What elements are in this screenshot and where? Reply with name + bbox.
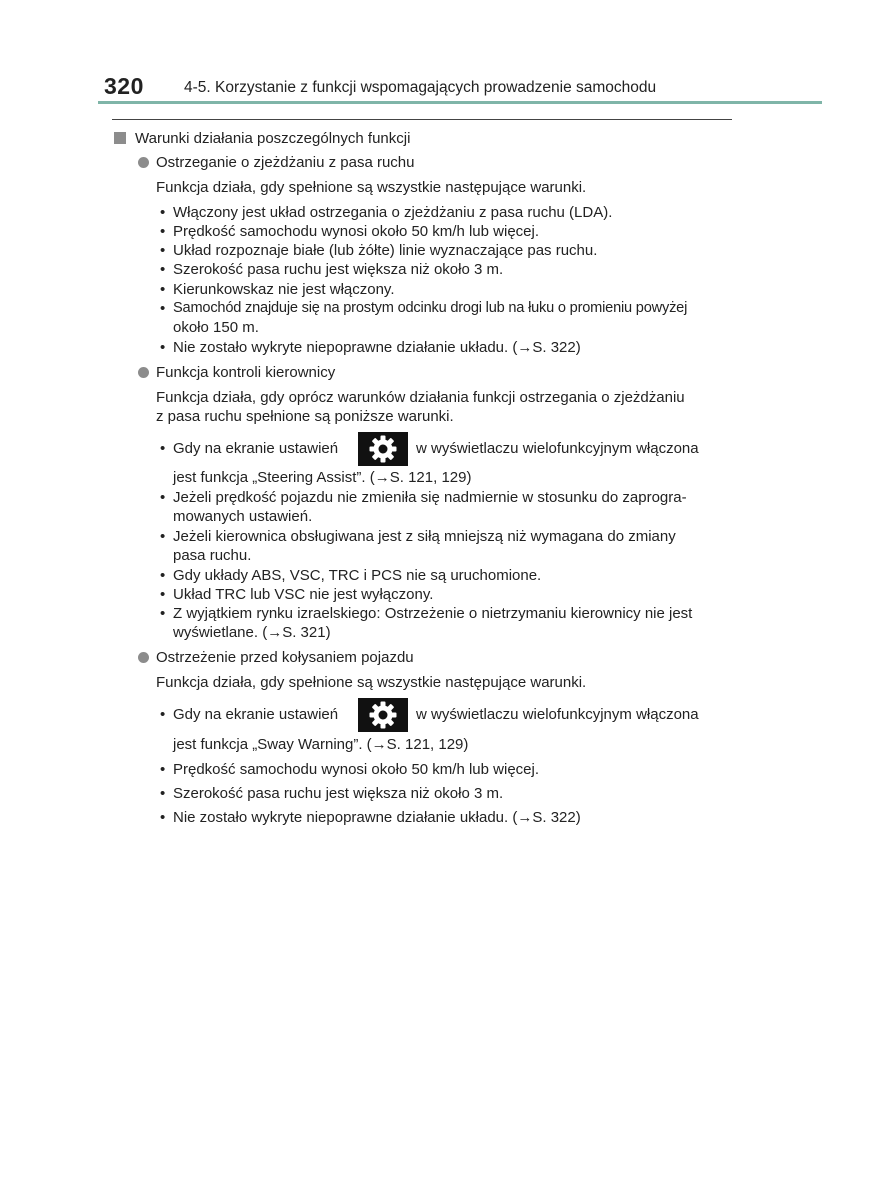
lda-item: Włączony jest układ ostrzegania o zjeżdżaniu z pasa ruchu (LDA).	[173, 204, 613, 221]
sway-settings-line: jest funkcja „Sway Warning”. (→S. 121, 129)	[173, 736, 469, 753]
bullet-icon: •	[160, 440, 166, 457]
sway-settings-prefix: Gdy na ekranie ustawień	[173, 706, 339, 723]
page-header	[0, 0, 877, 110]
lda-item: Samochód znajduje się na prostym odcinku drogi lub na łuku o promieniu powyżej	[173, 300, 688, 316]
settings-gear-icon	[358, 698, 408, 732]
bullet-icon: •	[160, 281, 166, 298]
steering-item: Gdy układy ABS, VSC, TRC i PCS nie są uruchomione.	[173, 567, 542, 584]
steering-item: Jeżeli kierownica obsługiwana jest z siłą mniejszą niż wymagana do zmiany	[173, 528, 676, 545]
steering-intro: Funkcja działa, gdy oprócz warunków działania funkcji ostrzegania o zjeżdżaniu	[156, 389, 685, 406]
steering-settings-line: jest funkcja „Steering Assist”. (→S. 121, 129)	[173, 469, 472, 486]
lda-item-continuation: około 150 m.	[173, 319, 259, 336]
steering-item-continuation: mowanych ustawień.	[173, 508, 313, 525]
bullet-icon: •	[160, 204, 166, 221]
section-square-marker-icon	[114, 132, 126, 144]
steering-settings-prefix: Gdy na ekranie ustawień	[173, 440, 339, 457]
sway-intro: Funkcja działa, gdy spełnione są wszystkie następujące warunki.	[156, 674, 587, 691]
lda-intro: Funkcja działa, gdy spełnione są wszystkie następujące warunki.	[156, 179, 587, 196]
lda-item: Nie zostało wykryte niepoprawne działanie układu. (→S. 322)	[173, 339, 581, 356]
gear-icon	[367, 699, 399, 731]
steering-title: Funkcja kontroli kierownicy	[156, 364, 336, 381]
bullet-icon: •	[160, 339, 166, 356]
bullet-icon: •	[160, 785, 166, 802]
bullet-icon: •	[160, 605, 166, 622]
sway-title: Ostrzeżenie przed kołysaniem pojazdu	[156, 649, 414, 666]
bullet-icon: •	[160, 586, 166, 603]
bullet-icon: •	[160, 489, 166, 506]
bullet-icon: •	[160, 300, 166, 317]
lda-title: Ostrzeganie o zjeżdżaniu z pasa ruchu	[156, 154, 415, 171]
section-divider	[112, 119, 732, 120]
gear-icon	[367, 433, 399, 465]
subsection-circle-marker-icon	[138, 652, 149, 663]
bullet-icon: •	[160, 761, 166, 778]
sway-settings-suffix: w wyświetlaczu wielofunkcyjnym włączona	[416, 706, 699, 723]
steering-item: Układ TRC lub VSC nie jest wyłączony.	[173, 586, 434, 603]
page-number: 320	[104, 73, 144, 99]
settings-gear-icon	[358, 432, 408, 466]
subsection-circle-marker-icon	[138, 367, 149, 378]
bullet-icon: •	[160, 706, 166, 723]
subsection-circle-marker-icon	[138, 157, 149, 168]
bullet-icon: •	[160, 261, 166, 278]
bullet-icon: •	[160, 223, 166, 240]
bullet-icon: •	[160, 809, 166, 826]
lda-item: Szerokość pasa ruchu jest większa niż około 3 m.	[173, 261, 504, 278]
steering-settings-suffix: w wyświetlaczu wielofunkcyjnym włączona	[416, 440, 699, 457]
sway-item: Nie zostało wykryte niepoprawne działanie układu. (→S. 322)	[173, 809, 581, 826]
steering-item: Z wyjątkiem rynku izraelskiego: Ostrzeżenie o nietrzymaniu kierownicy nie jest	[173, 605, 693, 622]
steering-item-continuation: wyświetlane. (→S. 321)	[173, 624, 331, 641]
steering-item-continuation: pasa ruchu.	[173, 547, 252, 564]
header-rule	[98, 101, 822, 104]
section-title: Warunki działania poszczególnych funkcji	[135, 130, 411, 147]
sway-item: Szerokość pasa ruchu jest większa niż około 3 m.	[173, 785, 504, 802]
sway-item: Prędkość samochodu wynosi około 50 km/h lub więcej.	[173, 761, 540, 778]
chapter-title: 4-5. Korzystanie z funkcji wspomagających prowadzenie samochodu	[184, 79, 657, 96]
steering-item: Jeżeli prędkość pojazdu nie zmieniła się nadmiernie w stosunku do zaprogra-	[173, 489, 687, 506]
bullet-icon: •	[160, 242, 166, 259]
steering-intro: z pasa ruchu spełnione są poniższe warunki.	[156, 408, 454, 425]
lda-item: Kierunkowskaz nie jest włączony.	[173, 281, 395, 298]
bullet-icon: •	[160, 528, 166, 545]
lda-item: Układ rozpoznaje białe (lub żółte) linie wyznaczające pas ruchu.	[173, 242, 598, 259]
bullet-icon: •	[160, 567, 166, 584]
lda-item: Prędkość samochodu wynosi około 50 km/h lub więcej.	[173, 223, 540, 240]
